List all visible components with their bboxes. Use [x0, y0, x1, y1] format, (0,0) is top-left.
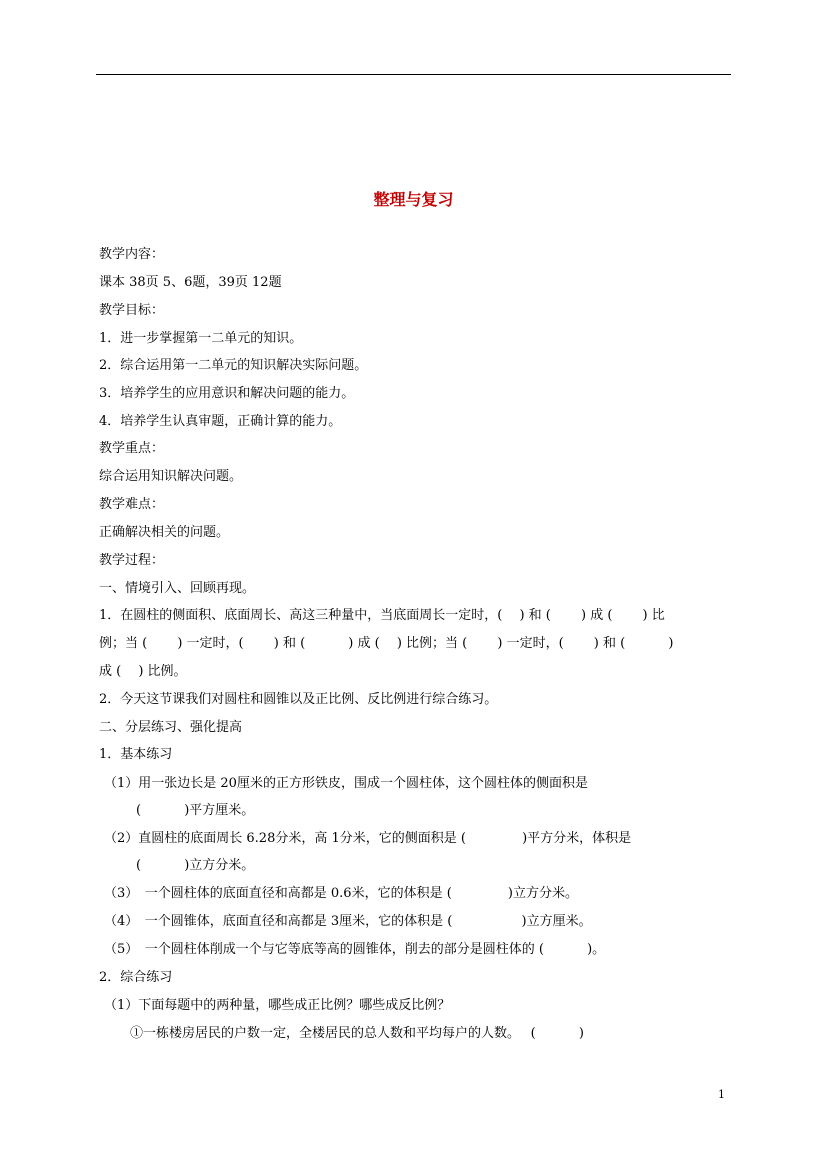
section-heading-difficulty: 教学难点： [99, 497, 165, 512]
header-rule [96, 74, 731, 75]
section-heading-process: 教学过程： [99, 553, 165, 568]
exercise-item: （5） 一个圆柱体削成一个与它等底等高的圆锥体，削去的部分是圆柱体的 ( )。 [104, 942, 606, 957]
text-line: 综合运用知识解决问题。 [99, 469, 243, 484]
objective-item: 2．综合运用第一二单元的知识解决实际问题。 [99, 358, 368, 373]
objective-item: 4．培养学生认真审题，正确计算的能力。 [99, 414, 342, 429]
objective-item: 3．培养学生的应用意识和解决问题的能力。 [99, 386, 355, 401]
exercise-item: （1）用一张边长是 20厘米的正方形铁皮，围成一个圆柱体，这个圆柱体的侧面积是 [104, 776, 588, 791]
text-line: 1．在圆柱的侧面积、底面周长、高这三种量中，当底面周长一定时，( ) 和 ( ) 成 ( ) 比 [99, 608, 665, 623]
text-line: 例；当 ( ) 一定时，( ) 和 ( ) 成 ( ) 比例；当 ( ) 一定时，( ) 和 ( ) [99, 636, 674, 651]
text-line: 正确解决相关的问题。 [99, 525, 230, 540]
exercise-item: ( )平方厘米。 [136, 803, 255, 818]
objective-item: 1．进一步掌握第一二单元的知识。 [99, 331, 303, 346]
exercise-item: （2）直圆柱的底面周长 6.28分米，高 1分米，它的侧面积是 ( )平方分米，体积是 [104, 831, 632, 846]
section-heading-focus: 教学重点： [99, 441, 165, 456]
section-heading-objectives: 教学目标： [99, 303, 165, 318]
exercise-item: （1）下面每题中的两种量，哪些成正比例？哪些成反比例？ [104, 998, 451, 1013]
document-title: 整理与复习 [373, 190, 454, 209]
text-line: 2．今天这节课我们对圆柱和圆锥以及正比例、反比例进行综合练习。 [99, 692, 498, 707]
exercise-item: ( )立方分米。 [136, 858, 255, 873]
text-line: 二、分层练习、强化提高 [99, 720, 243, 735]
section-heading-content: 教学内容： [99, 247, 165, 262]
exercise-item: （3） 一个圆柱体的底面直径和高都是 0.6米，它的体积是 ( )立方分米。 [104, 886, 578, 901]
exercise-item: ①一栋楼房居民的户数一定，全楼居民的总人数和平均每户的人数。 ( ) [130, 1026, 584, 1041]
page-number: 1 [718, 1088, 725, 1101]
text-line: 1．基本练习 [99, 747, 173, 762]
exercise-item: （4） 一个圆锥体，底面直径和高都是 3厘米，它的体积是 ( )立方厘米。 [104, 914, 592, 929]
text-line: 一、情境引入、回顾再现。 [99, 581, 256, 596]
text-line: 成 ( ) 比例。 [99, 664, 187, 679]
exercise-heading: 2．综合练习 [99, 970, 173, 985]
text-line: 课本 38页 5、6题，39页 12题 [99, 275, 282, 290]
